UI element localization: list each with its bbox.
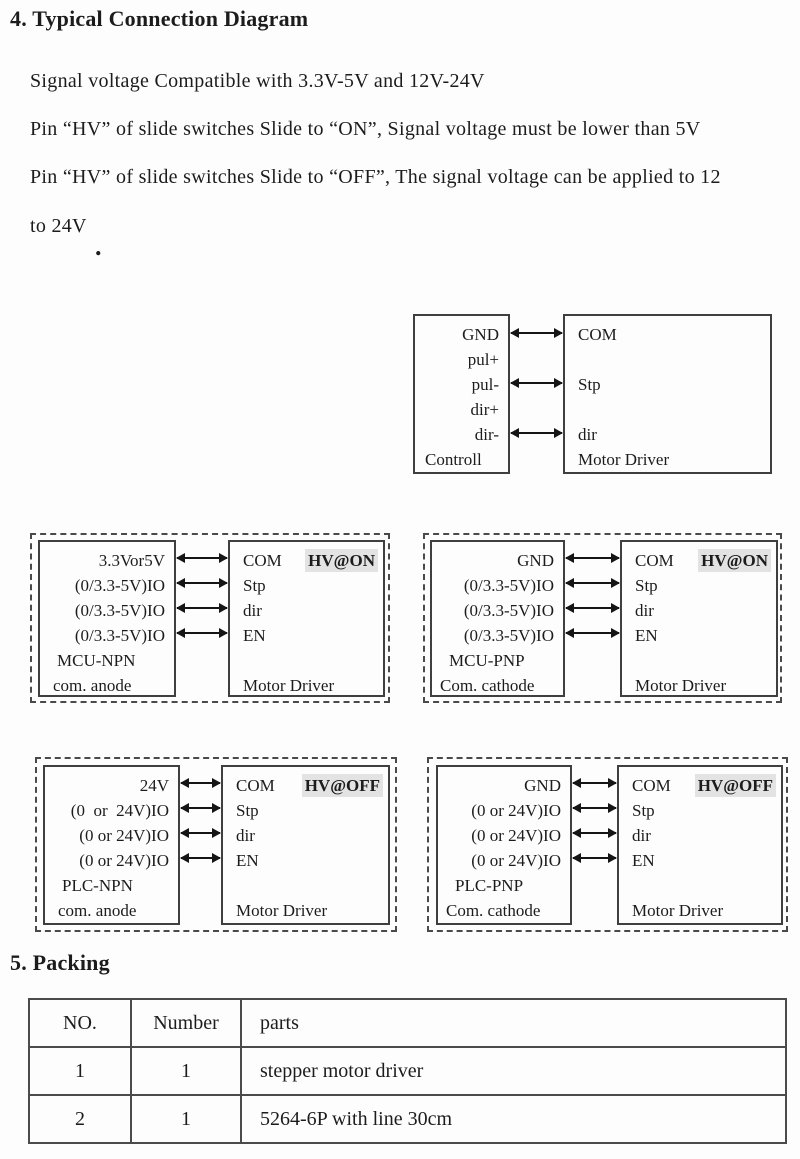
double-arrow	[566, 582, 619, 584]
table-cell: 1	[131, 1047, 241, 1095]
pin-label: dir+	[470, 400, 499, 419]
table-row	[29, 1095, 786, 1143]
pin-label: COM	[635, 551, 674, 570]
pin-label: 3.3Vor5V	[98, 551, 165, 570]
pin-label: (0 or 24V)IO	[471, 826, 561, 845]
section-4-heading: 4. Typical Connection Diagram	[10, 6, 309, 31]
mcu-pnp-diagram	[423, 533, 782, 703]
pin-label: dir-	[474, 425, 499, 444]
header-cell-no: NO.	[29, 999, 131, 1047]
mcu-pnp-box	[430, 540, 565, 697]
hv-mode-badge: HV@ON	[305, 549, 378, 572]
hv-mode-badge: HV@OFF	[302, 774, 383, 797]
table-cell: 2	[29, 1095, 131, 1143]
pin-label: dir	[236, 826, 255, 845]
com-row	[622, 548, 776, 573]
common-label: Com. cathode	[440, 676, 535, 695]
double-arrow	[573, 857, 616, 859]
common-label: com. anode	[58, 901, 137, 920]
double-arrow	[511, 382, 562, 384]
pin-label: EN	[243, 626, 266, 645]
pin-label: pul-	[471, 375, 499, 394]
double-arrow	[573, 782, 616, 784]
pin-label: GND	[524, 776, 561, 795]
plc-npn-diagram	[35, 757, 397, 932]
pin-label: (0 or 24V)IO	[70, 801, 169, 820]
double-arrow	[177, 607, 227, 609]
motor-driver-box	[620, 540, 778, 697]
com-row	[230, 548, 383, 573]
table-cell: 1	[131, 1095, 241, 1143]
paragraph-hv-on: Pin “HV” of slide switches Slide to “ON”, Signal voltage must be lower than 5V	[30, 118, 701, 140]
section-5-heading: 5. Packing	[10, 950, 110, 975]
double-arrow	[573, 807, 616, 809]
pin-label: Stp	[236, 801, 259, 820]
paragraph-signal-voltage: Signal voltage Compatible with 3.3V-5V and 12V-24V	[30, 70, 485, 92]
pin-label: GND	[462, 325, 499, 344]
double-arrow	[511, 332, 562, 334]
double-arrow	[566, 632, 619, 634]
table-cell: 1	[29, 1047, 131, 1095]
pin-label: EN	[635, 626, 658, 645]
motor-driver-box	[228, 540, 385, 697]
pin-label: (0 or 24V)IO	[79, 826, 169, 845]
common-label: Com. cathode	[446, 901, 541, 920]
pin-label: EN	[236, 851, 259, 870]
header-cell-parts: parts	[241, 999, 786, 1047]
pin-label: pul+	[467, 350, 499, 369]
controller-box-label: Controll	[425, 450, 482, 469]
table-row	[29, 1047, 786, 1095]
pin-label: EN	[632, 851, 655, 870]
controller-driver-diagram	[413, 314, 772, 474]
common-label: com. anode	[53, 676, 132, 695]
double-arrow	[181, 807, 220, 809]
pin-label: (0 or 24V)IO	[471, 801, 561, 820]
header-cell-number: Number	[131, 999, 241, 1047]
pin-label: (0/3.3-5V)IO	[463, 576, 554, 595]
double-arrow	[511, 432, 562, 434]
pin-label: COM	[632, 776, 671, 795]
pin-label: (0/3.3-5V)IO	[463, 626, 554, 645]
packing-table	[28, 998, 787, 1144]
double-arrow	[177, 557, 227, 559]
motor-driver-label: Motor Driver	[243, 676, 335, 695]
pin-label: Stp	[635, 576, 658, 595]
pin-label: (0/3.3-5V)IO	[74, 576, 165, 595]
com-row	[223, 773, 388, 798]
pin-label: (0/3.3-5V)IO	[74, 601, 165, 620]
pin-label: 24V	[139, 776, 169, 795]
motor-driver-box	[617, 765, 783, 925]
double-arrow	[573, 832, 616, 834]
table-cell: 5264-6P with line 30cm	[241, 1095, 786, 1143]
pin-label: COM	[243, 551, 282, 570]
pin-label: Stp	[243, 576, 266, 595]
pin-label: GND	[517, 551, 554, 570]
mcu-npn-box	[38, 540, 176, 697]
device-label: MCU-PNP	[449, 651, 525, 670]
com-row	[619, 773, 781, 798]
pin-label: COM	[236, 776, 275, 795]
table-header-row	[29, 999, 786, 1047]
pin-label: (0 or 24V)IO	[79, 851, 169, 870]
device-label: MCU-NPN	[57, 651, 136, 670]
pin-label: dir	[632, 826, 651, 845]
plc-pnp-diagram	[427, 757, 788, 932]
pin-label: Stp	[632, 801, 655, 820]
plc-pnp-box	[436, 765, 572, 925]
pin-label: dir	[243, 601, 262, 620]
double-arrow	[177, 632, 227, 634]
device-label: PLC-NPN	[62, 876, 133, 895]
motor-driver-box	[221, 765, 390, 925]
double-arrow	[181, 832, 220, 834]
paragraph-hv-off: Pin “HV” of slide switches Slide to “OFF”, The signal voltage can be applied to 12	[30, 166, 721, 188]
double-arrow	[566, 557, 619, 559]
double-arrow	[181, 857, 220, 859]
pin-label: (0/3.3-5V)IO	[463, 601, 554, 620]
double-arrow	[181, 782, 220, 784]
controller-box	[413, 314, 510, 474]
paragraph-to-24v: to 24V	[30, 215, 87, 237]
pin-label: Stp	[578, 375, 601, 394]
device-label: PLC-PNP	[455, 876, 524, 895]
hv-mode-badge: HV@ON	[698, 549, 771, 572]
motor-driver-label: Motor Driver	[578, 450, 670, 469]
plc-npn-box	[43, 765, 180, 925]
hv-mode-badge: HV@OFF	[695, 774, 776, 797]
pin-label: dir	[578, 425, 597, 444]
pin-label: COM	[578, 325, 617, 344]
pin-label: (0 or 24V)IO	[471, 851, 561, 870]
mcu-npn-diagram	[30, 533, 390, 703]
double-arrow	[566, 607, 619, 609]
motor-driver-label: Motor Driver	[632, 901, 724, 920]
double-arrow	[177, 582, 227, 584]
table-cell: stepper motor driver	[241, 1047, 786, 1095]
pin-label: dir	[635, 601, 654, 620]
pin-label: (0/3.3-5V)IO	[74, 626, 165, 645]
motor-driver-label: Motor Driver	[635, 676, 727, 695]
stray-period: .	[95, 232, 102, 261]
motor-driver-box	[563, 314, 772, 474]
motor-driver-label: Motor Driver	[236, 901, 328, 920]
